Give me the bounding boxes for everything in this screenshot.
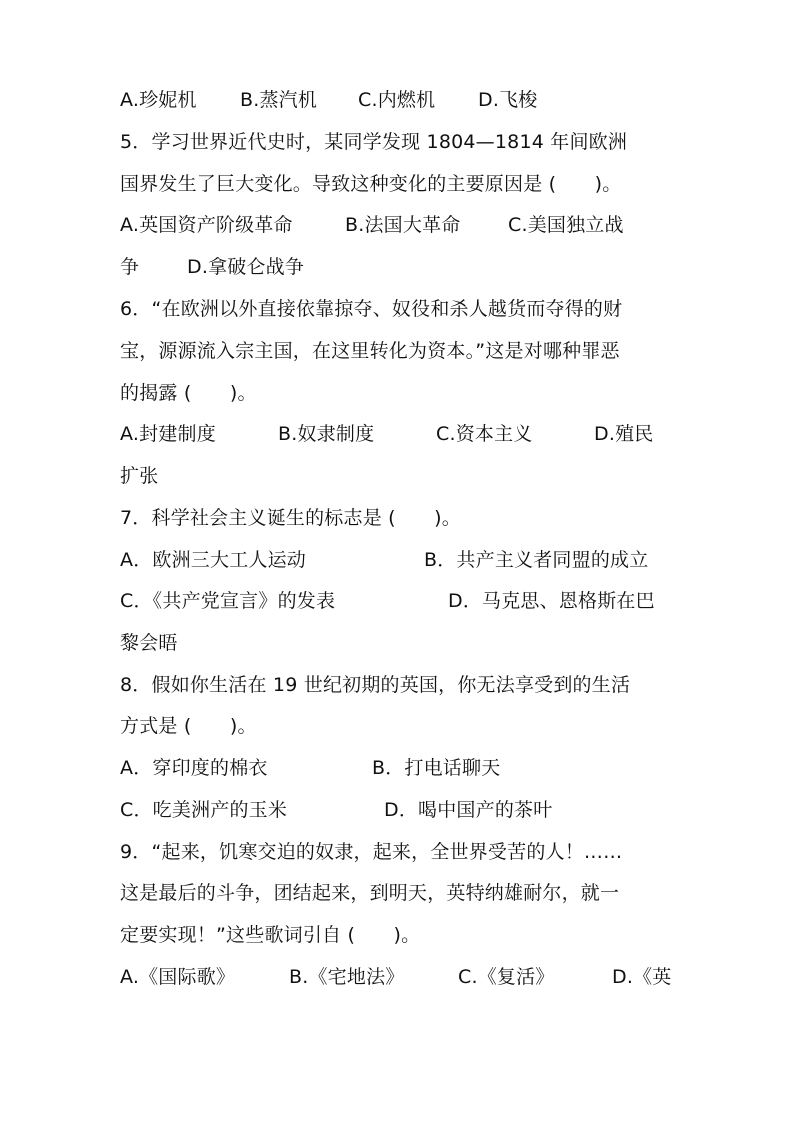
q8-option-c: C．吃美洲产的玉米	[120, 799, 288, 821]
q7-option-a: A．欧洲三大工人运动	[120, 549, 306, 571]
q5-stem-line-2: 国界发生了巨大变化。导致这种变化的主要原因是 ( )。	[120, 173, 622, 195]
q5-option-b: B.法国大革命	[345, 214, 461, 236]
q5-option-a: A.英国资产阶级革命	[120, 214, 293, 236]
q6-stem-line-1: 6．“在欧洲以外直接依靠掠夺、奴役和杀人越货而夺得的财	[120, 298, 623, 320]
q6-option-d-continued: 扩张	[120, 465, 159, 487]
q6-stem-line-2: 宝，源源流入宗主国，在这里转化为资本。”这是对哪种罪恶	[120, 340, 620, 362]
q7-option-d: D．马克思、恩格斯在巴	[448, 590, 655, 612]
q7-option-b: B．共产主义者同盟的成立	[424, 549, 649, 571]
q6-option-c: C.资本主义	[436, 423, 533, 445]
q9-stem-line-2: 这是最后的斗争，团结起来，到明天，英特纳雄耐尔，就一	[120, 882, 620, 904]
q9-option-b: B.《宅地法》	[289, 966, 405, 988]
q5-option-c-continued: 争	[120, 256, 140, 278]
q5-option-d: D.拿破仑战争	[187, 256, 305, 278]
q8-option-a: A．穿印度的棉衣	[120, 757, 268, 779]
q7-stem-line-1: 7．科学社会主义诞生的标志是 ( )。	[120, 507, 461, 529]
q4-option-c: C.内燃机	[358, 89, 436, 111]
q9-option-d: D.《英	[612, 966, 672, 988]
q6-stem-line-3: 的揭露 ( )。	[120, 382, 257, 404]
q5-option-c: C.美国独立战	[508, 214, 624, 236]
q8-option-b: B．打电话聊天	[372, 757, 501, 779]
q9-stem-line-1: 9．“起来，饥寒交迫的奴隶，起来，全世界受苦的人！……	[120, 841, 623, 863]
q9-stem-line-3: 定要实现！”这些歌词引自 ( )。	[120, 924, 421, 946]
q4-option-d: D.飞梭	[478, 89, 538, 111]
q8-stem-line-1: 8．假如你生活在 19 世纪初期的英国，你无法享受到的生活	[120, 674, 631, 696]
q4-option-b: B.蒸汽机	[240, 89, 318, 111]
q7-option-d-continued: 黎会晤	[120, 632, 178, 654]
q6-option-a: A.封建制度	[120, 423, 216, 445]
q4-option-a: A.珍妮机	[120, 89, 197, 111]
q5-stem-line-1: 5．学习世界近代史时，某同学发现 1804—1814 年间欧洲	[120, 131, 628, 153]
q7-option-c: C．《共产党宣言》的发表	[120, 590, 336, 612]
q6-option-d: D.殖民	[594, 423, 654, 445]
q6-option-b: B.奴隶制度	[278, 423, 375, 445]
q8-stem-line-2: 方式是 ( )。	[120, 715, 257, 737]
q9-option-c: C.《复活》	[458, 966, 555, 988]
q9-option-a: A.《国际歌》	[120, 966, 236, 988]
q8-option-d: D．喝中国产的茶叶	[384, 799, 553, 821]
